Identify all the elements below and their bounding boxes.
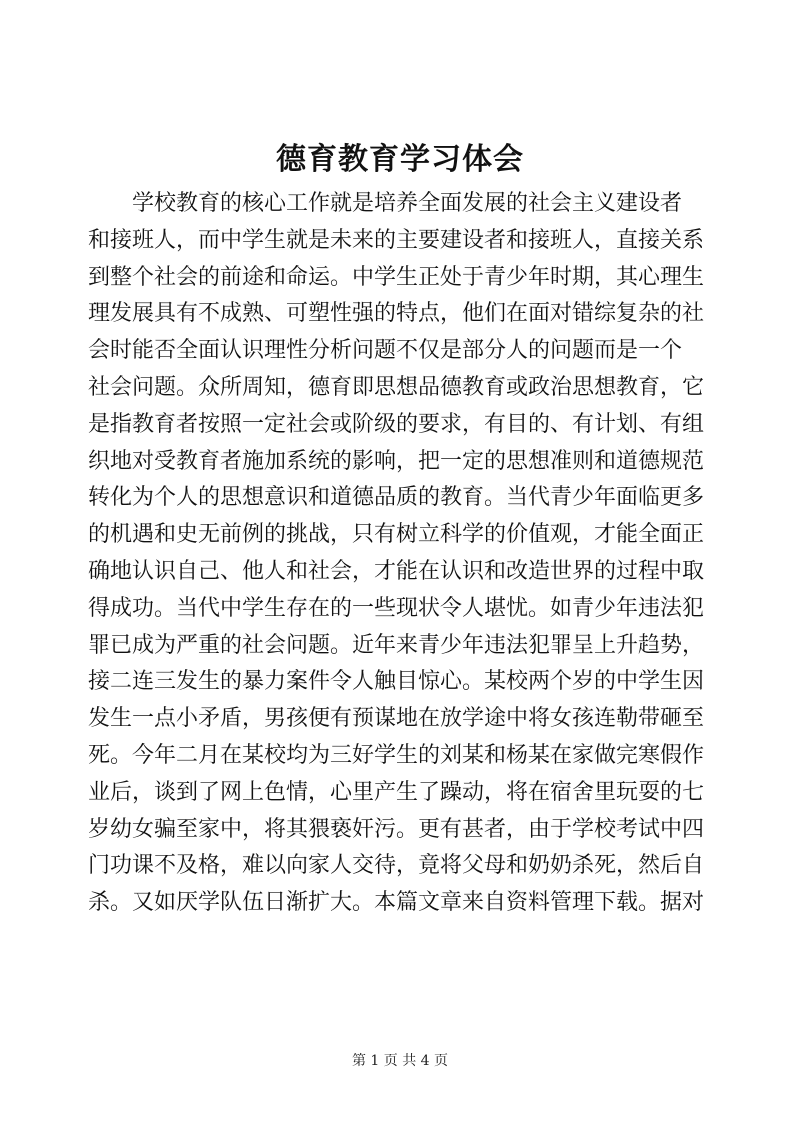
text-line: 到整个社会的前途和命运。中学生正处于青少年时期，其心理生 [88,264,705,290]
text-line: 确地认识自己、他人和社会，才能在认识和改造世界的过程中取 [88,558,705,584]
text-line: 发生一点小矛盾，男孩便有预谋地在放学途中将女孩连勒带砸至 [88,706,705,732]
text-line: 业后，谈到了网上色情，心里产生了躁动，将在宿舍里玩耍的七 [88,779,705,805]
text-line: 杀。又如厌学队伍日渐扩大。本篇文章来自资料管理下载。据对 [88,890,705,916]
text-line: 理发展具有不成熟、可塑性强的特点，他们在面对错综复杂的社 [88,301,705,327]
text-line: 学校教育的核心工作就是培养全面发展的社会主义建设者 [132,191,683,216]
text-line: 转化为个人的思想意识和道德品质的教育。当代青少年面临更多 [88,485,705,511]
page-number-footer: 第 1 页 共 4 页 [351,1053,449,1069]
text-line: 会时能否全面认识理性分析问题不仅是部分人的问题而是一个 [88,338,683,364]
text-line: 得成功。当代中学生存在的一些现状令人堪忧。如青少年违法犯 [88,595,705,621]
text-line: 接二连三发生的暴力案件令人触目惊心。某校两个岁的中学生因 [88,669,705,695]
body-text [88,186,713,922]
text-line: 织地对受教育者施加系统的影响，把一定的思想准则和道德规范 [88,448,705,474]
text-line: 岁幼女骗至家中，将其猥亵奸污。更有甚者，由于学校考试中四 [88,816,705,842]
text-line: 是指教育者按照一定社会或阶级的要求，有目的、有计划、有组 [88,411,705,437]
text-line: 死。今年二月在某校均为三好学生的刘某和杨某在家做完寒假作 [88,742,705,768]
text-line: 的机遇和史无前例的挑战，只有树立科学的价值观，才能全面正 [88,522,705,548]
text-line: 社会问题。众所周知，德育即思想品德教育或政治思想教育，它 [88,374,705,400]
text-line: 门功课不及格，难以向家人交待，竟将父母和奶奶杀死，然后自 [88,853,705,879]
text-line: 和接班人，而中学生就是未来的主要建设者和接班人，直接关系 [88,227,705,253]
text-line: 罪已成为严重的社会问题。近年来青少年违法犯罪呈上升趋势， [88,632,705,658]
page-title: 德育教育学习体会 [276,142,524,177]
